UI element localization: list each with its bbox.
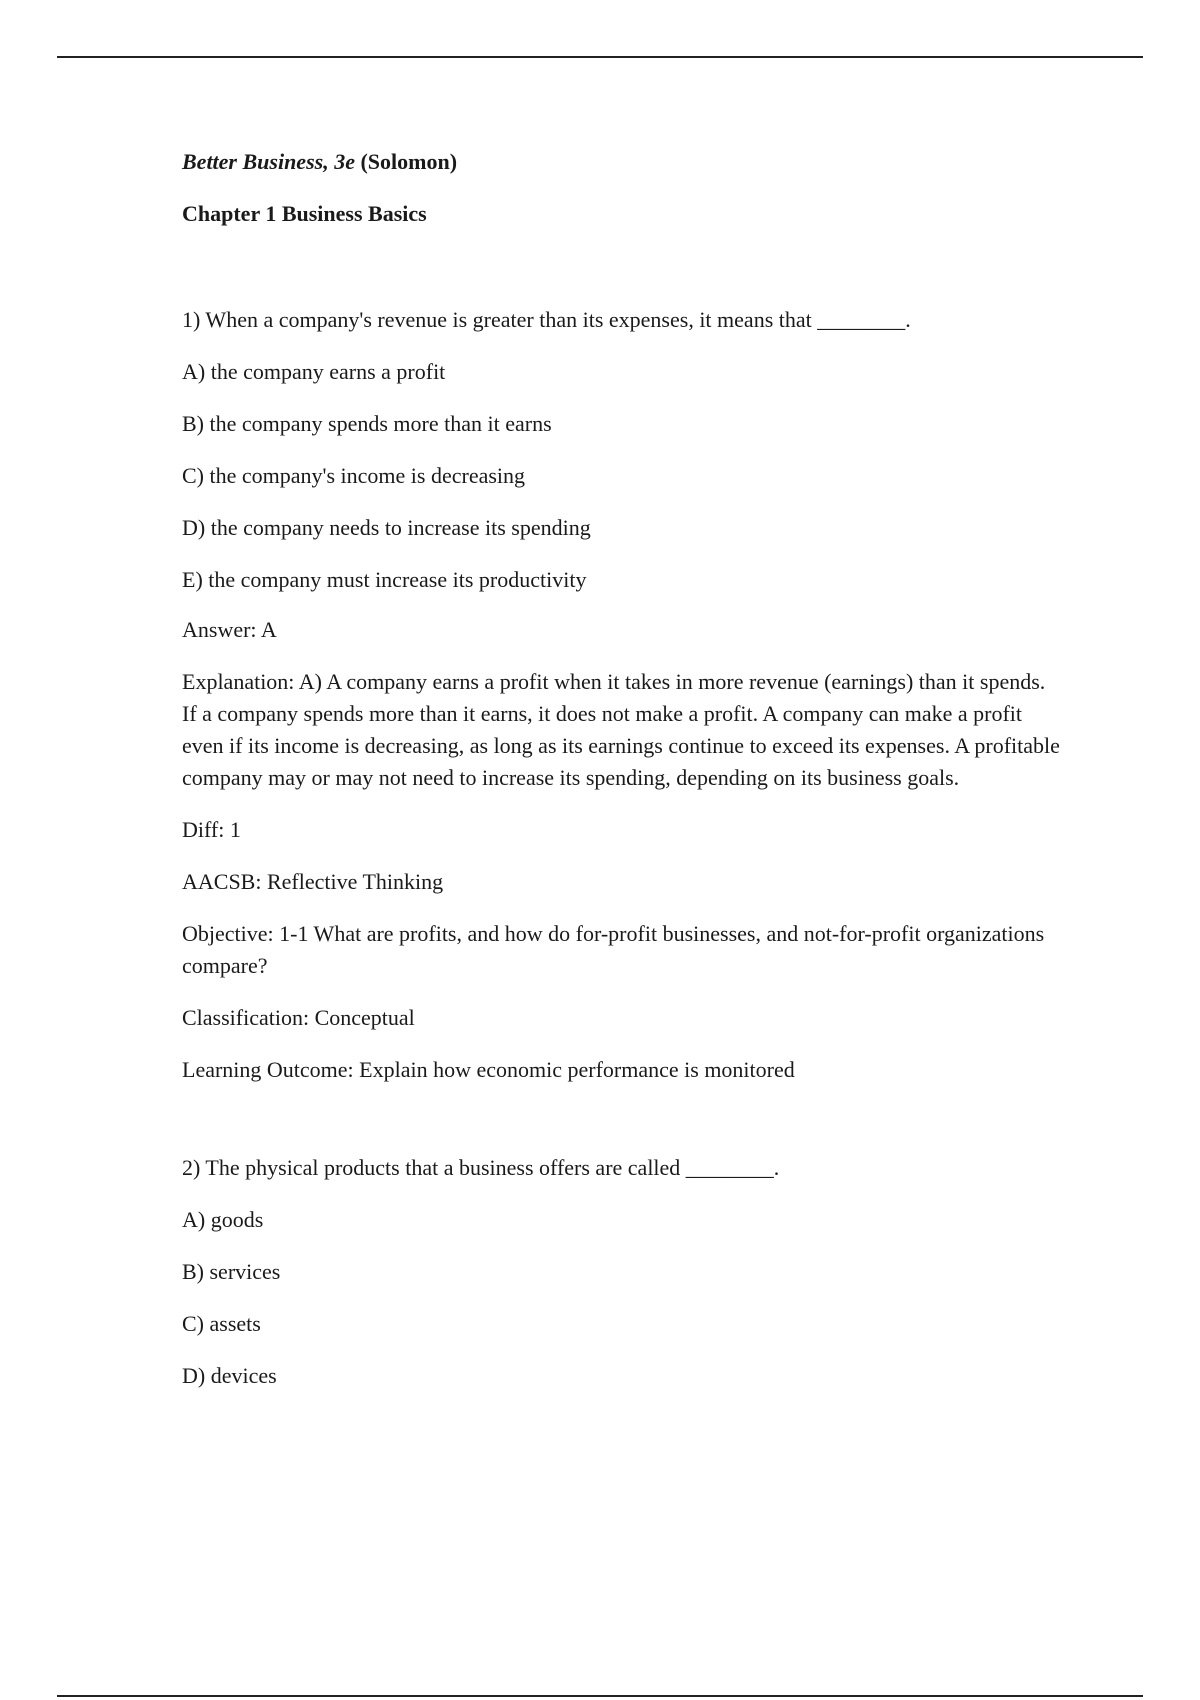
- question-1-learning-outcome: Learning Outcome: Explain how economic performance is monitored: [182, 1057, 795, 1082]
- bottom-rule: [57, 1695, 1143, 1697]
- question-1-option-c: C) the company's income is decreasing: [182, 463, 526, 488]
- question-1-aacsb: AACSB: Reflective Thinking: [182, 869, 444, 894]
- question-1-objective: Objective: 1-1 What are profits, and how do for-profit businesses, and not-for-profit organizations compare?: [182, 921, 1045, 978]
- book-title-line: [182, 146, 1062, 178]
- question-1-answer: Answer: A: [182, 617, 277, 642]
- document-body: [182, 146, 1062, 1392]
- question-1-stem: 1) When a company's revenue is greater than its expenses, it means that ________.: [182, 307, 911, 332]
- question-1-diff: Diff: 1: [182, 817, 241, 842]
- question-2-option-a: A) goods: [182, 1207, 264, 1232]
- question-1-option-a: A) the company earns a profit: [182, 359, 446, 384]
- question-1-option-b: B) the company spends more than it earns: [182, 411, 552, 436]
- top-rule: [57, 56, 1143, 58]
- question-2-option-b: B) services: [182, 1259, 281, 1284]
- question-1-option-d: D) the company needs to increase its spending: [182, 515, 591, 540]
- chapter-heading: Chapter 1 Business Basics: [182, 201, 427, 226]
- question-1-explanation: Explanation: A) A company earns a profit when it takes in more revenue (earnings) than it spends. If a company spends more than it earns, it does not make a profit. A company can make a profit even if its income is decreasing, as long as its earnings continue to exceed its expenses. A profitable company may or may not need to increase its spending, depending on its business goals.: [182, 669, 1060, 790]
- question-2-option-d: D) devices: [182, 1363, 277, 1388]
- book-title: Better Business, 3e: [182, 149, 355, 174]
- question-2-option-c: C) assets: [182, 1311, 261, 1336]
- question-2-stem: 2) The physical products that a business offers are called ________.: [182, 1155, 780, 1180]
- question-1-classification: Classification: Conceptual: [182, 1005, 415, 1030]
- book-author: (Solomon): [360, 149, 458, 174]
- question-1-option-e: E) the company must increase its productivity: [182, 567, 587, 592]
